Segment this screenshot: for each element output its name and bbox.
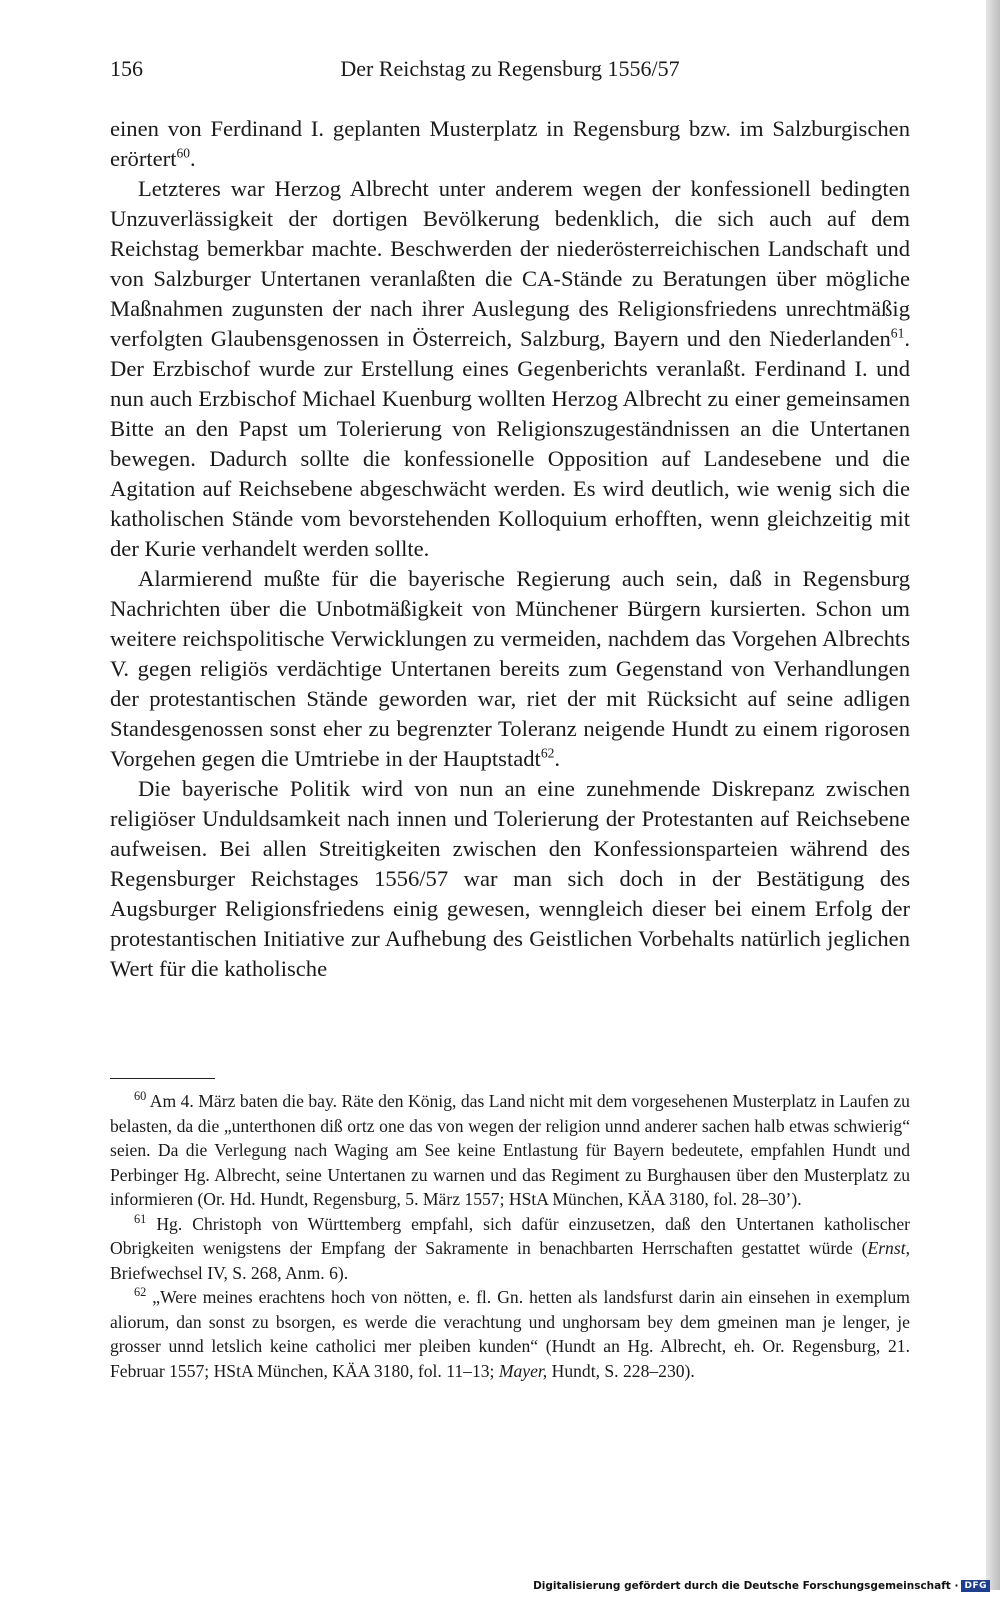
running-head (110, 56, 910, 86)
digitization-credit-text: Digitalisierung gefördert durch die Deutsche Forschungsgemeinschaft · (533, 1580, 959, 1592)
footnote-62 (110, 1285, 910, 1383)
footnote-61-ref: , Briefwechsel IV, S. 268, Anm. 6). (110, 1238, 910, 1283)
footnote-separator (110, 1078, 215, 1079)
footnote-62-ref: Hundt, S. 228–230). (547, 1360, 695, 1381)
footnote-62-author: Mayer, (498, 1360, 548, 1381)
dfg-logo: DFG (961, 1580, 990, 1592)
paragraph-3-end: . (554, 746, 561, 771)
scan-edge-shadow (986, 0, 1000, 1590)
footnote-ref-61[interactable]: 61 (890, 325, 905, 341)
paragraph-1-end: . (190, 146, 196, 171)
footnote-ref-62[interactable]: 62 (540, 745, 555, 761)
footnote-61-text: Hg. Christoph von Württemberg empfahl, sich dafür einzusetzen, daß den Untertanen katholischer Obrigkeiten wenigstens der Empfang der Sakramente in benachbarten Herrschaften gestattet würde ( (110, 1213, 910, 1258)
footnote-61-author: Ernst (867, 1238, 906, 1258)
footnote-62-text: „Were meines erachtens hoch von nötten, e. fl. Gn. hetten als landsfurst darin ain einsehen in exemplum aliorum, dan sonst zu bsorgen, es werde die verachtung und unghorsam bey dem gmeinen man je lenger, je grosser unnd letslich keine catholici mer pleiben kunden“ (Hundt an Hg. Albrecht, eh. Or. Regensburg, 21. Februar 1557; HStA München, KÄA 3180, fol. 11–13; (110, 1287, 910, 1381)
paragraph-1 (110, 114, 910, 174)
footnotes (110, 1089, 910, 1383)
footnote-61-number: 61 (134, 1211, 147, 1226)
running-title: Der Reichstag zu Regensburg 1556/57 (340, 56, 680, 81)
footnote-ref-60[interactable]: 60 (176, 145, 191, 161)
footnote-60-number: 60 (134, 1089, 147, 1104)
paragraph-2 (110, 174, 910, 564)
paragraph-4: Die bayerische Politik wird von nun an eine zunehmende Diskrepanz zwischen religiöser Unduldsamkeit nach innen und Tolerierung der Protestanten auf Reichsebene aufweisen. Bei allen Streitigkeiten zwischen den Konfessionsparteien während des Regensburger Reichstages 1556/57 war man sich doch in der Bestätigung des Augsburger Religionsfriedens einig gewesen, wenngleich dieser bei einem Erfolg der protestantischen Initiative zur Aufhebung des Geistlichen Vorbehalts natürlich jeglichen Wert für die katholische (110, 776, 910, 981)
footnote-61 (110, 1212, 910, 1286)
paragraph-3-text: Alarmierend mußte für die bayerische Regierung auch sein, daß in Regensburg Nachrichten über die Unbotmäßigkeit von Münchener Bürgern kursierten. Schon um weitere reichspolitische Verwicklungen zu vermeiden, nachdem das Vorgehen Albrechts V. gegen religiös verdächtige Untertanen bereits zum Gegenstand von Verhandlungen der protestantischen Stände geworden war, riet der mit Rücksicht auf seine adligen Standesgenossen sonst eher zu begrenzter Toleranz neigende Hundt zu einem rigorosen Vorgehen gegen die Umtriebe in der Hauptstadt (110, 566, 910, 771)
footnote-60-text: Am 4. März baten die bay. Räte den König, das Land nicht mit dem vorgesehenen Musterplatz in Laufen zu belasten, da die „unterthonen diß ortz one das von wegen der religion unnd anderer sachen halb etwas schwierig“ seien. Da die Verlegung nach Waging am See keine Entlastung für Bayern bedeutete, empfahlen Hundt und Perbinger Hg. Albrecht, seine Untertanen zu warnen und das Regiment zu Burghausen über den Musterplatz zu informieren (Or. Hd. Hundt, Regensburg, 5. März 1557; HStA München, KÄA 3180, fol. 28–30’). (110, 1091, 910, 1209)
digitization-credit (533, 1580, 990, 1592)
paragraph-2-end: . Der Erzbischof wurde zur Erstellung eines Gegenberichts veranlaßt. Ferdinand I. und nun auch Erzbischof Michael Kuenburg wollten Herzog Albrecht zu einer gemeinsamen Bitte an den Papst um Tolerierung von Religionszugeständnissen an die Untertanen bewegen. Dadurch sollte die konfessionelle Opposition auf Landesebene und die Agitation auf Reichsebene abgeschwächt werden. Es wird deutlich, wie wenig sich die katholischen Stände vom bevorstehenden Kolloquium erhofften, wenn gleichzeitig mit der Kurie verhandelt werden sollte. (110, 326, 910, 561)
footnote-62-number: 62 (134, 1285, 147, 1300)
main-text (110, 114, 910, 984)
paragraph-2-text: Letzteres war Herzog Albrecht unter anderem wegen der konfessionell bedingten Unzuverlässigkeit der dortigen Bevölkerung bedenklich, die sich auch auf dem Reichstag bemerkbar machte. Beschwerden der niederösterreichischen Landschaft und von Salzburger Untertanen veranlaßten die CA-Stände zu Beratungen über mögliche Maßnahmen zugunsten der nach ihrer Auslegung des Religionsfriedens unrechtmäßig verfolgten Glaubensgenossen in Österreich, Salzburg, Bayern und den Niederlanden (110, 176, 910, 351)
footnote-60 (110, 1089, 910, 1212)
paragraph-1-text: einen von Ferdinand I. geplanten Musterplatz in Regensburg bzw. im Salzburgischen erörtert (110, 116, 910, 171)
page-number: 156 (110, 56, 143, 81)
paragraph-3 (110, 564, 910, 774)
